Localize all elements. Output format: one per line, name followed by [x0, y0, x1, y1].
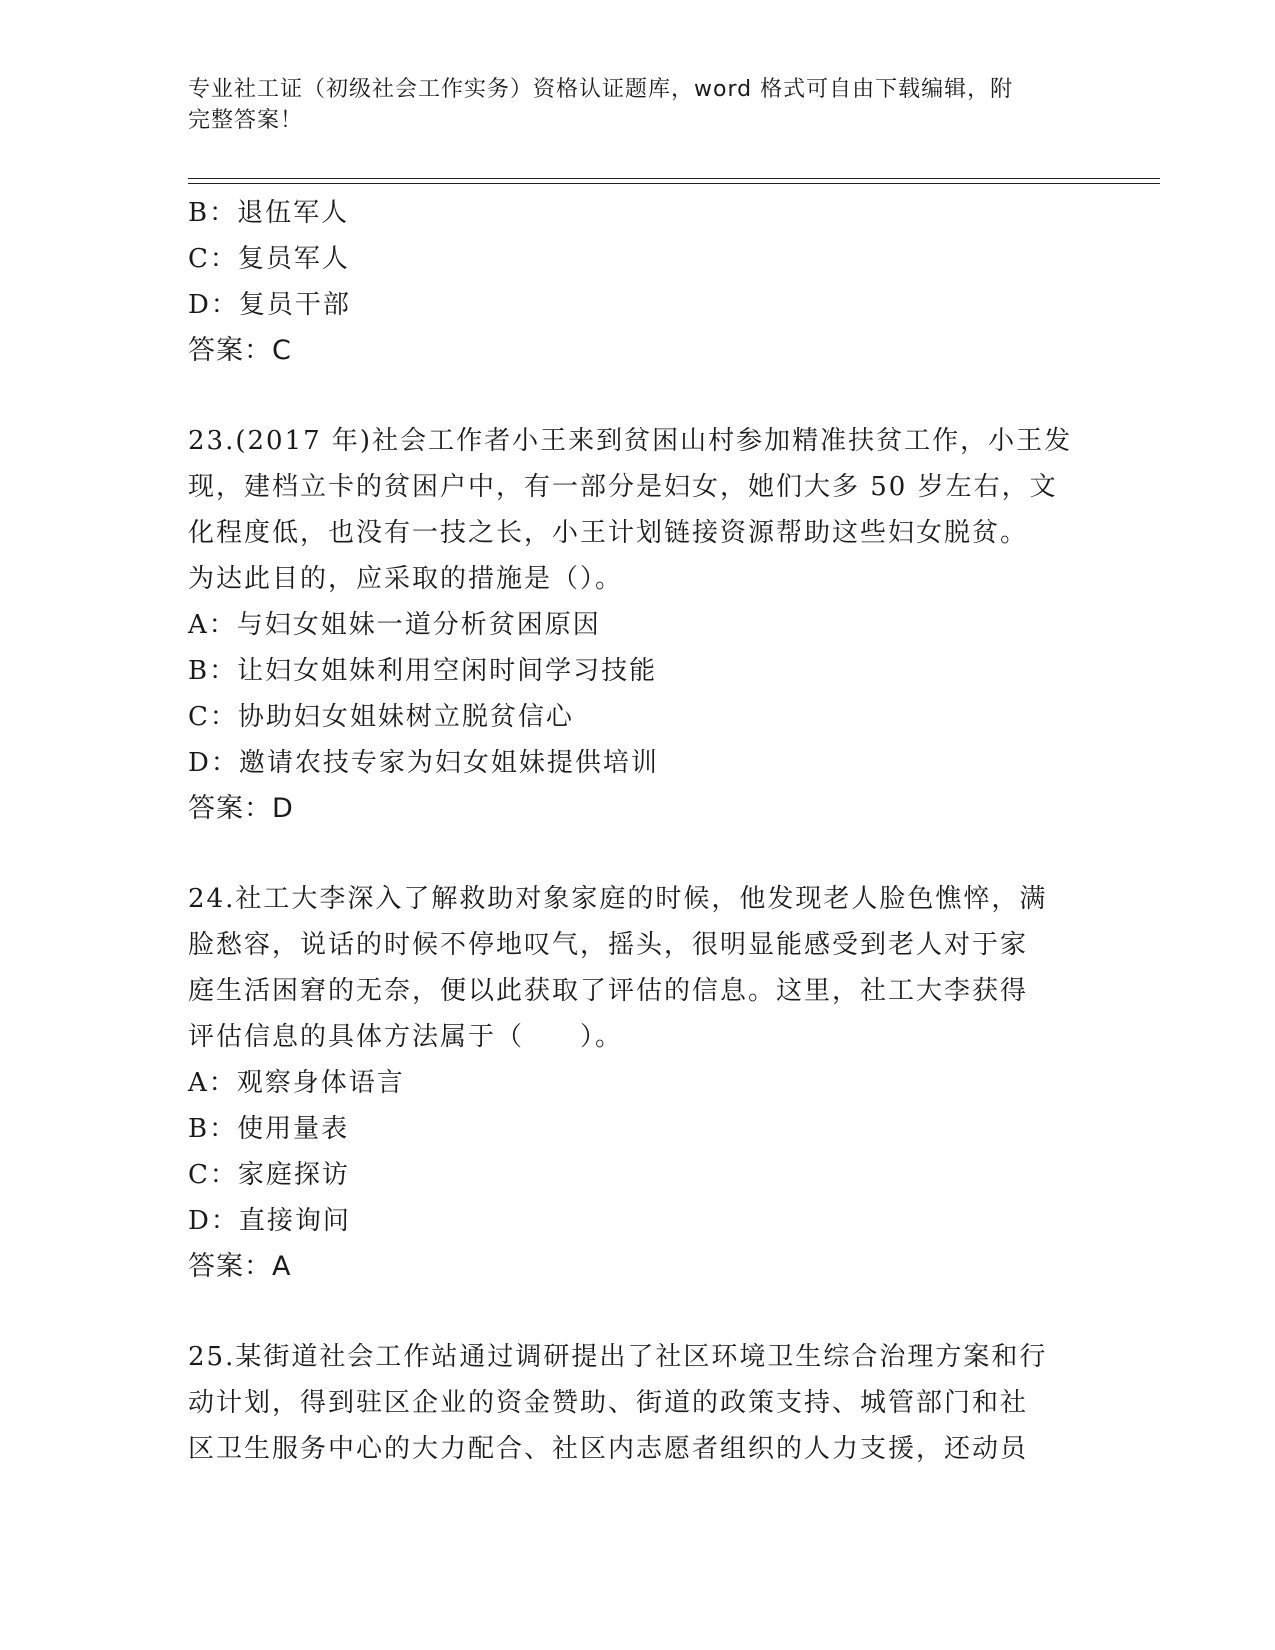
question-23 — [188, 418, 1088, 832]
prev-question — [188, 190, 1088, 374]
answer-line: 答案：D — [188, 793, 294, 824]
question-text-line: 24.社工大李深入了解救助对象家庭的时候，他发现老人脸色憔悴，满 — [188, 884, 1048, 914]
question-24 — [188, 876, 1088, 1290]
option-b: B：使用量表 — [188, 1114, 350, 1144]
question-text-line: 动计划，得到驻区企业的资金赞助、街道的政策支持、城管部门和社 — [188, 1388, 1029, 1418]
question-content — [188, 190, 1088, 1472]
option-a: A：与妇女姐妹一道分析贫困原因 — [188, 610, 601, 640]
option-d: D：直接询问 — [188, 1206, 351, 1236]
header-divider-top — [188, 178, 1160, 179]
question-text-line: 化程度低，也没有一技之长，小王计划链接资源帮助这些妇女脱贫。 — [188, 518, 1029, 548]
option-c: C：家庭探访 — [188, 1160, 350, 1190]
question-text-line: 23.(2017 年)社会工作者小王来到贫困山村参加精准扶贫工作，小王发 — [188, 426, 1073, 456]
page-header — [188, 74, 1088, 136]
question-text-line: 为达此目的，应采取的措施是（）。 — [188, 564, 624, 594]
question-text-line: 25.某街道社会工作站通过调研提出了社区环境卫生综合治理方案和行 — [188, 1342, 1048, 1372]
option-c: C：协助妇女姐妹树立脱贫信心 — [188, 702, 574, 732]
answer-line: 答案：C — [188, 335, 292, 366]
option-d: D：邀请农技专家为妇女姐妹提供培训 — [188, 748, 659, 778]
question-text-line: 现，建档立卡的贫困户中，有一部分是妇女，她们大多 50 岁左右，文 — [188, 472, 1058, 502]
header-line-1: 专业社工证（初级社会工作实务）资格认证题库，word 格式可自由下载编辑，附 — [188, 77, 1014, 102]
question-25 — [188, 1334, 1088, 1472]
question-text-line: 庭生活困窘的无奈，便以此获取了评估的信息。这里，社工大李获得 — [188, 976, 1029, 1006]
question-text-line: 区卫生服务中心的大力配合、社区内志愿者组织的人力支援，还动员 — [188, 1434, 1029, 1464]
question-text-line: 脸愁容，说话的时候不停地叹气，摇头，很明显能感受到老人对于家 — [188, 930, 1029, 960]
question-text-line: 评估信息的具体方法属于（ ）。 — [188, 1022, 624, 1052]
option-b: B：退伍军人 — [188, 198, 350, 228]
option-b: B：让妇女姐妹利用空闲时间学习技能 — [188, 656, 658, 686]
header-divider-bottom — [188, 183, 1160, 184]
header-line-2: 完整答案！ — [188, 108, 304, 133]
answer-line: 答案：A — [188, 1251, 292, 1282]
option-c: C：复员军人 — [188, 244, 350, 274]
option-a: A：观察身体语言 — [188, 1068, 405, 1098]
option-d: D：复员干部 — [188, 290, 351, 320]
